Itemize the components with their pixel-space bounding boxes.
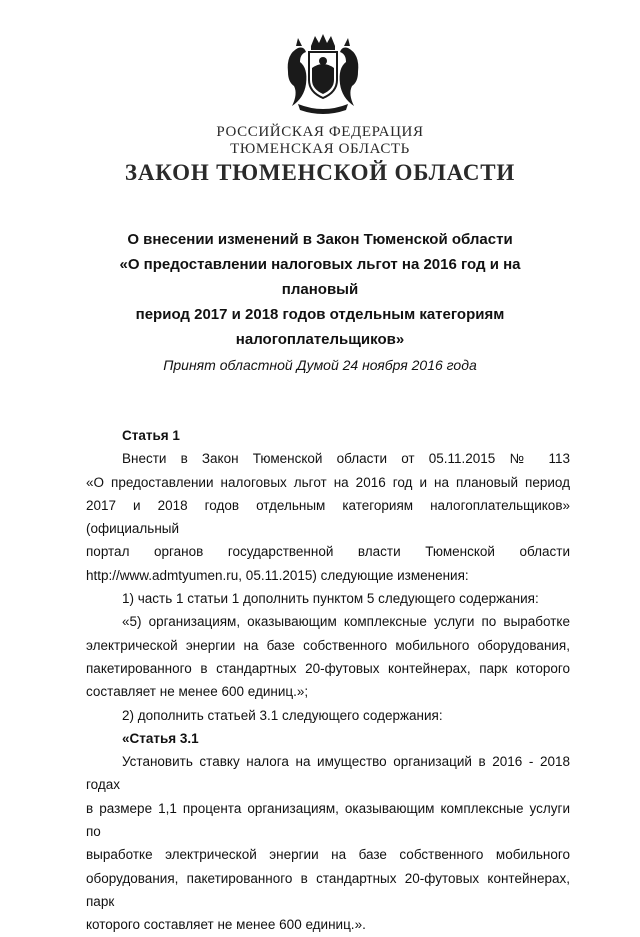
paragraph-line: электрической энергии на базе собственного мобильного оборудования, [86,637,570,653]
paragraph-line: Внести в Закон Тюменской области от 05.11.2015 № 113 [122,451,570,467]
list-item: 1) часть 1 статьи 1 дополнить пунктом 5 следующего содержания: [122,591,539,607]
title-line: О внесении изменений в Закон Тюменской области [127,231,513,248]
paragraph-line: «5) организациям, оказывающим комплексные услуги по выработке [122,614,570,630]
adoption-note: Принят областной Думой 24 ноября 2016 года [163,357,477,373]
article-heading: Статья 1 [122,428,180,443]
article-subheading: «Статья 3.1 [122,730,199,746]
list-item: 2) дополнить статьей 3.1 следующего содержания: [122,707,443,723]
paragraph-line: в размере 1,1 процента организациям, оказывающим комплексные услуги по [86,800,570,840]
document-body [86,424,570,937]
paragraph-line: пакетированного в стандартных 20-футовых контейнерах, парк которого [86,660,570,676]
paragraph-line: «О предоставлении налоговых льгот на 2016 год и на плановый период [86,474,570,490]
paragraph-line: http://www.admtyumen.ru, 05.11.2015) следующие изменения: [86,567,469,583]
title-line: период 2017 и 2018 годов отдельным категориям [135,306,505,323]
header-law-title: ЗАКОН ТЮМЕНСКОЙ ОБЛАСТИ [124,160,516,185]
paragraph-line: которого составляет не менее 600 единиц.». [86,917,366,933]
paragraph-line: Установить ставку налога на имущество организаций в 2016 - 2018 годах [86,754,570,793]
paragraph-line: оборудования, пакетированного в стандартных 20-футовых контейнерах, парк [86,870,570,909]
header-region: ТЮМЕНСКАЯ ОБЛАСТЬ [230,141,410,157]
paragraph-line: составляет не менее 600 единиц.»; [86,684,309,700]
title-line: «О предоставлении налоговых льгот на 2016 год и на плановый [119,256,521,298]
title-line: налогоплательщиков» [235,331,405,348]
paragraph-line: портал органов государственной власти Тюменской области [86,544,570,560]
paragraph-line: выработке электрической энергии на базе собственного мобильного [86,847,570,863]
paragraph-line: 2017 и 2018 годов отдельным категориям налогоплательщиков» (официальный [86,497,570,537]
header-country: РОССИЙСКАЯ ФЕДЕРАЦИЯ [216,124,424,140]
document-title [80,227,560,352]
coat-of-arms-icon [284,32,362,114]
